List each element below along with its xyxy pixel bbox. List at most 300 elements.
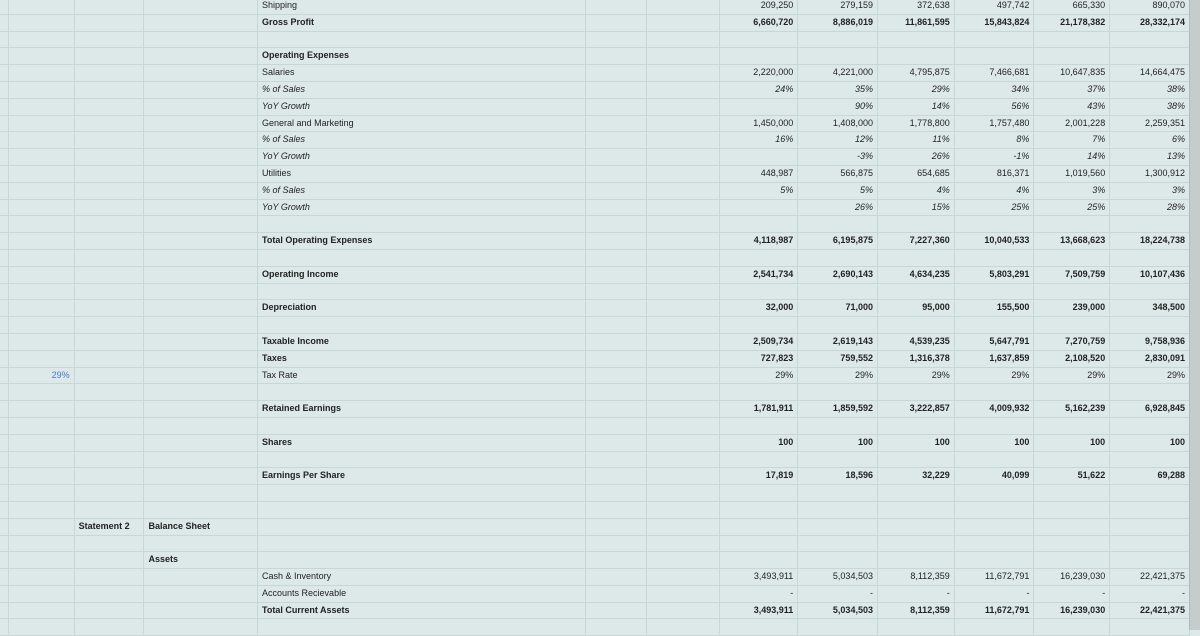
cell[interactable] xyxy=(144,585,258,602)
cell[interactable] xyxy=(74,233,144,250)
cell[interactable] xyxy=(647,266,719,283)
cell[interactable] xyxy=(585,300,646,317)
value-cell-year-4[interactable]: 5,647,791 xyxy=(954,333,1034,350)
cell[interactable] xyxy=(585,81,646,98)
value-cell-year-4[interactable]: 15,843,824 xyxy=(954,14,1034,31)
row-label-cell[interactable]: Tax Rate xyxy=(258,367,586,384)
value-cell-year-1[interactable]: 16% xyxy=(719,132,798,149)
value-cell-year-2[interactable]: 100 xyxy=(798,434,878,451)
value-cell-year-5[interactable] xyxy=(1034,518,1110,535)
value-cell-year-3[interactable]: 8,112,359 xyxy=(877,569,954,586)
value-cell-year-6[interactable]: 9,758,936 xyxy=(1110,333,1190,350)
row-label-cell[interactable]: Retained Earnings xyxy=(258,401,586,418)
value-cell-year-6[interactable]: 1,300,912 xyxy=(1110,165,1190,182)
value-cell-year-4[interactable] xyxy=(954,619,1034,636)
cell[interactable] xyxy=(144,266,258,283)
value-cell-year-4[interactable] xyxy=(954,518,1034,535)
cell[interactable] xyxy=(647,132,719,149)
cell[interactable] xyxy=(647,48,719,65)
value-cell-year-4[interactable]: 56% xyxy=(954,98,1034,115)
value-cell-year-4[interactable]: 816,371 xyxy=(954,165,1034,182)
value-cell-year-4[interactable]: 497,742 xyxy=(954,0,1034,14)
cell[interactable] xyxy=(585,569,646,586)
cell[interactable] xyxy=(647,216,719,233)
value-cell-year-1[interactable] xyxy=(719,283,798,300)
cell[interactable] xyxy=(144,115,258,132)
cell[interactable] xyxy=(647,283,719,300)
value-cell-year-4[interactable]: 155,500 xyxy=(954,300,1034,317)
value-cell-year-6[interactable] xyxy=(1110,31,1190,48)
value-cell-year-1[interactable]: - xyxy=(719,585,798,602)
cell[interactable] xyxy=(74,216,144,233)
value-cell-year-4[interactable]: 1,757,480 xyxy=(954,115,1034,132)
value-cell-year-5[interactable] xyxy=(1034,417,1110,434)
value-cell-year-4[interactable] xyxy=(954,384,1034,401)
value-cell-year-6[interactable]: 2,259,351 xyxy=(1110,115,1190,132)
value-cell-year-6[interactable]: 10,107,436 xyxy=(1110,266,1190,283)
cell[interactable] xyxy=(647,249,719,266)
value-cell-year-2[interactable]: 6,195,875 xyxy=(798,233,878,250)
value-cell-year-5[interactable]: 100 xyxy=(1034,434,1110,451)
value-cell-year-6[interactable]: 28,332,174 xyxy=(1110,14,1190,31)
cell[interactable] xyxy=(0,115,9,132)
value-cell-year-2[interactable] xyxy=(798,535,878,552)
cell[interactable] xyxy=(9,569,75,586)
value-cell-year-6[interactable]: 13% xyxy=(1110,149,1190,166)
cell[interactable] xyxy=(9,451,75,468)
value-cell-year-3[interactable]: - xyxy=(877,585,954,602)
cell[interactable] xyxy=(258,417,586,434)
cell[interactable] xyxy=(74,81,144,98)
value-cell-year-2[interactable]: 26% xyxy=(798,199,878,216)
cell[interactable] xyxy=(144,501,258,518)
value-cell-year-2[interactable]: 35% xyxy=(798,81,878,98)
cell[interactable] xyxy=(74,401,144,418)
vertical-scrollbar[interactable] xyxy=(1189,0,1200,630)
value-cell-year-3[interactable]: 1,316,378 xyxy=(877,350,954,367)
value-cell-year-4[interactable]: 11,672,791 xyxy=(954,569,1034,586)
cell[interactable] xyxy=(647,115,719,132)
cell[interactable] xyxy=(647,81,719,98)
cell[interactable] xyxy=(74,384,144,401)
cell[interactable] xyxy=(647,0,719,14)
cell[interactable] xyxy=(0,501,9,518)
cell[interactable] xyxy=(9,333,75,350)
cell[interactable] xyxy=(647,602,719,619)
cell[interactable] xyxy=(647,585,719,602)
cell[interactable] xyxy=(0,283,9,300)
cell[interactable] xyxy=(585,115,646,132)
cell[interactable] xyxy=(0,233,9,250)
cell[interactable] xyxy=(0,535,9,552)
cell[interactable] xyxy=(647,165,719,182)
cell[interactable] xyxy=(647,619,719,636)
value-cell-year-5[interactable]: 37% xyxy=(1034,81,1110,98)
cell[interactable] xyxy=(647,451,719,468)
value-cell-year-1[interactable]: 3,493,911 xyxy=(719,569,798,586)
value-cell-year-6[interactable]: 2,830,091 xyxy=(1110,350,1190,367)
row-label-cell[interactable]: Taxes xyxy=(258,350,586,367)
value-cell-year-6[interactable]: 22,421,375 xyxy=(1110,602,1190,619)
value-cell-year-1[interactable]: 3,493,911 xyxy=(719,602,798,619)
cell[interactable] xyxy=(144,434,258,451)
value-cell-year-6[interactable]: 38% xyxy=(1110,98,1190,115)
value-cell-year-1[interactable] xyxy=(719,149,798,166)
cell[interactable] xyxy=(647,14,719,31)
row-label-cell[interactable]: Total Operating Expenses xyxy=(258,233,586,250)
value-cell-year-5[interactable] xyxy=(1034,48,1110,65)
cell[interactable] xyxy=(0,48,9,65)
value-cell-year-5[interactable]: 3% xyxy=(1034,182,1110,199)
value-cell-year-3[interactable] xyxy=(877,485,954,502)
row-label-cell[interactable]: Cash & Inventory xyxy=(258,569,586,586)
cell[interactable] xyxy=(144,98,258,115)
value-cell-year-4[interactable] xyxy=(954,417,1034,434)
cell[interactable] xyxy=(144,182,258,199)
cell[interactable] xyxy=(74,585,144,602)
cell[interactable] xyxy=(585,552,646,569)
cell[interactable] xyxy=(9,65,75,82)
value-cell-year-2[interactable] xyxy=(798,317,878,334)
value-cell-year-6[interactable] xyxy=(1110,417,1190,434)
cell[interactable] xyxy=(9,14,75,31)
cell[interactable] xyxy=(647,199,719,216)
cell[interactable] xyxy=(585,451,646,468)
cell[interactable] xyxy=(9,317,75,334)
cell[interactable] xyxy=(647,384,719,401)
row-label-cell[interactable]: YoY Growth xyxy=(258,98,586,115)
value-cell-year-4[interactable] xyxy=(954,48,1034,65)
value-cell-year-1[interactable]: 1,781,911 xyxy=(719,401,798,418)
value-cell-year-4[interactable] xyxy=(954,31,1034,48)
value-cell-year-2[interactable]: - xyxy=(798,585,878,602)
value-cell-year-4[interactable]: 7,466,681 xyxy=(954,65,1034,82)
value-cell-year-1[interactable]: 100 xyxy=(719,434,798,451)
value-cell-year-1[interactable] xyxy=(719,535,798,552)
value-cell-year-5[interactable] xyxy=(1034,501,1110,518)
cell[interactable] xyxy=(74,552,144,569)
value-cell-year-1[interactable] xyxy=(719,98,798,115)
cell[interactable] xyxy=(647,569,719,586)
value-cell-year-1[interactable]: 29% xyxy=(719,367,798,384)
value-cell-year-4[interactable] xyxy=(954,535,1034,552)
value-cell-year-5[interactable] xyxy=(1034,384,1110,401)
cell[interactable] xyxy=(585,535,646,552)
value-cell-year-3[interactable] xyxy=(877,249,954,266)
cell[interactable] xyxy=(144,165,258,182)
value-cell-year-2[interactable]: 1,859,592 xyxy=(798,401,878,418)
cell[interactable] xyxy=(9,81,75,98)
cell[interactable] xyxy=(0,518,9,535)
value-cell-year-6[interactable]: 100 xyxy=(1110,434,1190,451)
cell[interactable] xyxy=(9,0,75,14)
cell[interactable] xyxy=(74,333,144,350)
value-cell-year-5[interactable]: 5,162,239 xyxy=(1034,401,1110,418)
value-cell-year-4[interactable]: 4,009,932 xyxy=(954,401,1034,418)
cell[interactable] xyxy=(74,31,144,48)
value-cell-year-3[interactable]: 11,861,595 xyxy=(877,14,954,31)
cell[interactable] xyxy=(9,552,75,569)
value-cell-year-6[interactable] xyxy=(1110,451,1190,468)
value-cell-year-2[interactable]: 5% xyxy=(798,182,878,199)
value-cell-year-5[interactable]: 7,509,759 xyxy=(1034,266,1110,283)
value-cell-year-2[interactable]: 71,000 xyxy=(798,300,878,317)
value-cell-year-6[interactable]: 69,288 xyxy=(1110,468,1190,485)
cell[interactable] xyxy=(585,31,646,48)
value-cell-year-6[interactable] xyxy=(1110,283,1190,300)
cell[interactable] xyxy=(74,569,144,586)
cell[interactable] xyxy=(585,518,646,535)
cell[interactable] xyxy=(647,367,719,384)
value-cell-year-3[interactable] xyxy=(877,619,954,636)
value-cell-year-1[interactable] xyxy=(719,619,798,636)
cell[interactable] xyxy=(144,367,258,384)
value-cell-year-3[interactable] xyxy=(877,451,954,468)
value-cell-year-4[interactable] xyxy=(954,485,1034,502)
cell[interactable] xyxy=(74,0,144,14)
cell[interactable] xyxy=(9,350,75,367)
cell[interactable] xyxy=(9,165,75,182)
value-cell-year-1[interactable] xyxy=(719,451,798,468)
cell[interactable] xyxy=(585,501,646,518)
cell[interactable] xyxy=(585,333,646,350)
value-cell-year-2[interactable] xyxy=(798,619,878,636)
cell[interactable] xyxy=(144,149,258,166)
value-cell-year-5[interactable] xyxy=(1034,451,1110,468)
value-cell-year-6[interactable]: 38% xyxy=(1110,81,1190,98)
section-label-cell[interactable]: Balance Sheet xyxy=(144,518,258,535)
value-cell-year-6[interactable] xyxy=(1110,48,1190,65)
cell[interactable] xyxy=(144,468,258,485)
cell[interactable] xyxy=(585,384,646,401)
cell[interactable] xyxy=(74,367,144,384)
value-cell-year-4[interactable] xyxy=(954,216,1034,233)
cell[interactable] xyxy=(9,199,75,216)
cell[interactable] xyxy=(585,602,646,619)
cell[interactable] xyxy=(74,283,144,300)
value-cell-year-3[interactable] xyxy=(877,518,954,535)
value-cell-year-5[interactable]: 2,108,520 xyxy=(1034,350,1110,367)
value-cell-year-2[interactable]: 18,596 xyxy=(798,468,878,485)
value-cell-year-5[interactable] xyxy=(1034,216,1110,233)
value-cell-year-5[interactable]: 21,178,382 xyxy=(1034,14,1110,31)
cell[interactable] xyxy=(9,266,75,283)
value-cell-year-5[interactable]: 51,622 xyxy=(1034,468,1110,485)
value-cell-year-4[interactable]: 1,637,859 xyxy=(954,350,1034,367)
value-cell-year-2[interactable]: 566,875 xyxy=(798,165,878,182)
value-cell-year-4[interactable]: 100 xyxy=(954,434,1034,451)
cell[interactable] xyxy=(9,585,75,602)
value-cell-year-1[interactable]: 209,250 xyxy=(719,0,798,14)
value-cell-year-1[interactable] xyxy=(719,317,798,334)
cell[interactable] xyxy=(0,569,9,586)
value-cell-year-3[interactable] xyxy=(877,501,954,518)
cell[interactable] xyxy=(647,501,719,518)
value-cell-year-3[interactable] xyxy=(877,417,954,434)
cell[interactable] xyxy=(0,199,9,216)
cell[interactable] xyxy=(0,434,9,451)
cell[interactable] xyxy=(0,451,9,468)
value-cell-year-1[interactable] xyxy=(719,199,798,216)
value-cell-year-4[interactable]: 29% xyxy=(954,367,1034,384)
value-cell-year-4[interactable] xyxy=(954,552,1034,569)
cell[interactable] xyxy=(0,602,9,619)
cell[interactable] xyxy=(74,317,144,334)
cell[interactable] xyxy=(9,132,75,149)
row-label-cell[interactable]: Shares xyxy=(258,434,586,451)
value-cell-year-2[interactable]: 12% xyxy=(798,132,878,149)
cell[interactable] xyxy=(0,468,9,485)
cell[interactable] xyxy=(585,182,646,199)
value-cell-year-6[interactable] xyxy=(1110,216,1190,233)
cell[interactable] xyxy=(74,14,144,31)
cell[interactable] xyxy=(9,300,75,317)
row-label-cell[interactable]: Operating Income xyxy=(258,266,586,283)
value-cell-year-5[interactable] xyxy=(1034,317,1110,334)
value-cell-year-1[interactable]: 1,450,000 xyxy=(719,115,798,132)
value-cell-year-4[interactable]: 11,672,791 xyxy=(954,602,1034,619)
value-cell-year-2[interactable]: 90% xyxy=(798,98,878,115)
cell[interactable] xyxy=(585,14,646,31)
cell[interactable] xyxy=(585,165,646,182)
cell[interactable] xyxy=(585,98,646,115)
tax-rate-input-cell[interactable]: 29% xyxy=(9,367,75,384)
cell[interactable] xyxy=(9,485,75,502)
value-cell-year-5[interactable]: 13,668,623 xyxy=(1034,233,1110,250)
value-cell-year-3[interactable] xyxy=(877,384,954,401)
value-cell-year-4[interactable]: 34% xyxy=(954,81,1034,98)
cell[interactable] xyxy=(258,216,586,233)
value-cell-year-6[interactable] xyxy=(1110,619,1190,636)
cell[interactable] xyxy=(0,249,9,266)
cell[interactable] xyxy=(9,48,75,65)
cell[interactable] xyxy=(144,384,258,401)
cell[interactable] xyxy=(0,585,9,602)
cell[interactable] xyxy=(144,249,258,266)
value-cell-year-6[interactable]: 6,928,845 xyxy=(1110,401,1190,418)
cell[interactable] xyxy=(144,350,258,367)
value-cell-year-3[interactable]: 654,685 xyxy=(877,165,954,182)
value-cell-year-3[interactable]: 11% xyxy=(877,132,954,149)
value-cell-year-5[interactable] xyxy=(1034,535,1110,552)
cell[interactable] xyxy=(647,401,719,418)
cell[interactable] xyxy=(647,535,719,552)
row-label-cell[interactable]: Shipping xyxy=(258,0,586,14)
cell[interactable] xyxy=(258,518,586,535)
value-cell-year-5[interactable]: 16,239,030 xyxy=(1034,569,1110,586)
cell[interactable] xyxy=(585,468,646,485)
cell[interactable] xyxy=(585,283,646,300)
cell[interactable] xyxy=(647,350,719,367)
value-cell-year-2[interactable]: -3% xyxy=(798,149,878,166)
cell[interactable] xyxy=(74,48,144,65)
cell[interactable] xyxy=(258,535,586,552)
value-cell-year-5[interactable] xyxy=(1034,485,1110,502)
value-cell-year-6[interactable]: 6% xyxy=(1110,132,1190,149)
cell[interactable] xyxy=(74,468,144,485)
cell[interactable] xyxy=(144,233,258,250)
cell[interactable] xyxy=(585,216,646,233)
value-cell-year-5[interactable]: 2,001,228 xyxy=(1034,115,1110,132)
cell[interactable] xyxy=(144,569,258,586)
value-cell-year-1[interactable]: 4,118,987 xyxy=(719,233,798,250)
value-cell-year-1[interactable]: 2,509,734 xyxy=(719,333,798,350)
value-cell-year-6[interactable] xyxy=(1110,249,1190,266)
value-cell-year-6[interactable] xyxy=(1110,535,1190,552)
value-cell-year-6[interactable]: 18,224,738 xyxy=(1110,233,1190,250)
value-cell-year-4[interactable]: 25% xyxy=(954,199,1034,216)
row-label-cell[interactable]: Accounts Recievable xyxy=(258,585,586,602)
cell[interactable] xyxy=(0,182,9,199)
value-cell-year-1[interactable] xyxy=(719,48,798,65)
value-cell-year-1[interactable] xyxy=(719,552,798,569)
value-cell-year-1[interactable]: 2,220,000 xyxy=(719,65,798,82)
cell[interactable] xyxy=(144,535,258,552)
cell[interactable] xyxy=(74,619,144,636)
cell[interactable] xyxy=(647,182,719,199)
cell[interactable] xyxy=(9,535,75,552)
cell[interactable] xyxy=(9,149,75,166)
cell[interactable] xyxy=(144,317,258,334)
value-cell-year-5[interactable] xyxy=(1034,552,1110,569)
cell[interactable] xyxy=(585,0,646,14)
value-cell-year-3[interactable]: 29% xyxy=(877,81,954,98)
value-cell-year-6[interactable]: 14,664,475 xyxy=(1110,65,1190,82)
value-cell-year-6[interactable] xyxy=(1110,485,1190,502)
cell[interactable] xyxy=(74,65,144,82)
cell[interactable] xyxy=(144,216,258,233)
value-cell-year-2[interactable]: 2,690,143 xyxy=(798,266,878,283)
value-cell-year-6[interactable] xyxy=(1110,317,1190,334)
row-label-cell[interactable]: Gross Profit xyxy=(258,14,586,31)
cell[interactable] xyxy=(9,434,75,451)
value-cell-year-3[interactable]: 3,222,857 xyxy=(877,401,954,418)
value-cell-year-1[interactable] xyxy=(719,384,798,401)
value-cell-year-5[interactable]: 29% xyxy=(1034,367,1110,384)
cell[interactable] xyxy=(258,451,586,468)
cell[interactable] xyxy=(647,300,719,317)
cell[interactable] xyxy=(585,132,646,149)
cell[interactable] xyxy=(144,300,258,317)
cell[interactable] xyxy=(144,417,258,434)
cell[interactable] xyxy=(144,81,258,98)
cell[interactable] xyxy=(144,14,258,31)
value-cell-year-3[interactable]: 4% xyxy=(877,182,954,199)
value-cell-year-1[interactable]: 6,660,720 xyxy=(719,14,798,31)
cell[interactable] xyxy=(0,98,9,115)
value-cell-year-6[interactable]: 22,421,375 xyxy=(1110,569,1190,586)
row-label-cell[interactable]: YoY Growth xyxy=(258,199,586,216)
value-cell-year-6[interactable] xyxy=(1110,518,1190,535)
cell[interactable] xyxy=(144,31,258,48)
cell[interactable] xyxy=(74,149,144,166)
value-cell-year-4[interactable]: - xyxy=(954,585,1034,602)
row-label-cell[interactable]: % of Sales xyxy=(258,182,586,199)
cell[interactable] xyxy=(0,485,9,502)
value-cell-year-2[interactable] xyxy=(798,552,878,569)
value-cell-year-2[interactable]: 1,408,000 xyxy=(798,115,878,132)
value-cell-year-2[interactable]: 5,034,503 xyxy=(798,602,878,619)
cell[interactable] xyxy=(585,485,646,502)
value-cell-year-2[interactable]: 5,034,503 xyxy=(798,569,878,586)
value-cell-year-4[interactable] xyxy=(954,501,1034,518)
value-cell-year-2[interactable]: 4,221,000 xyxy=(798,65,878,82)
cell[interactable] xyxy=(0,384,9,401)
value-cell-year-3[interactable]: 95,000 xyxy=(877,300,954,317)
value-cell-year-5[interactable]: 10,647,835 xyxy=(1034,65,1110,82)
row-label-cell[interactable]: Total Current Assets xyxy=(258,602,586,619)
value-cell-year-4[interactable]: 10,040,533 xyxy=(954,233,1034,250)
